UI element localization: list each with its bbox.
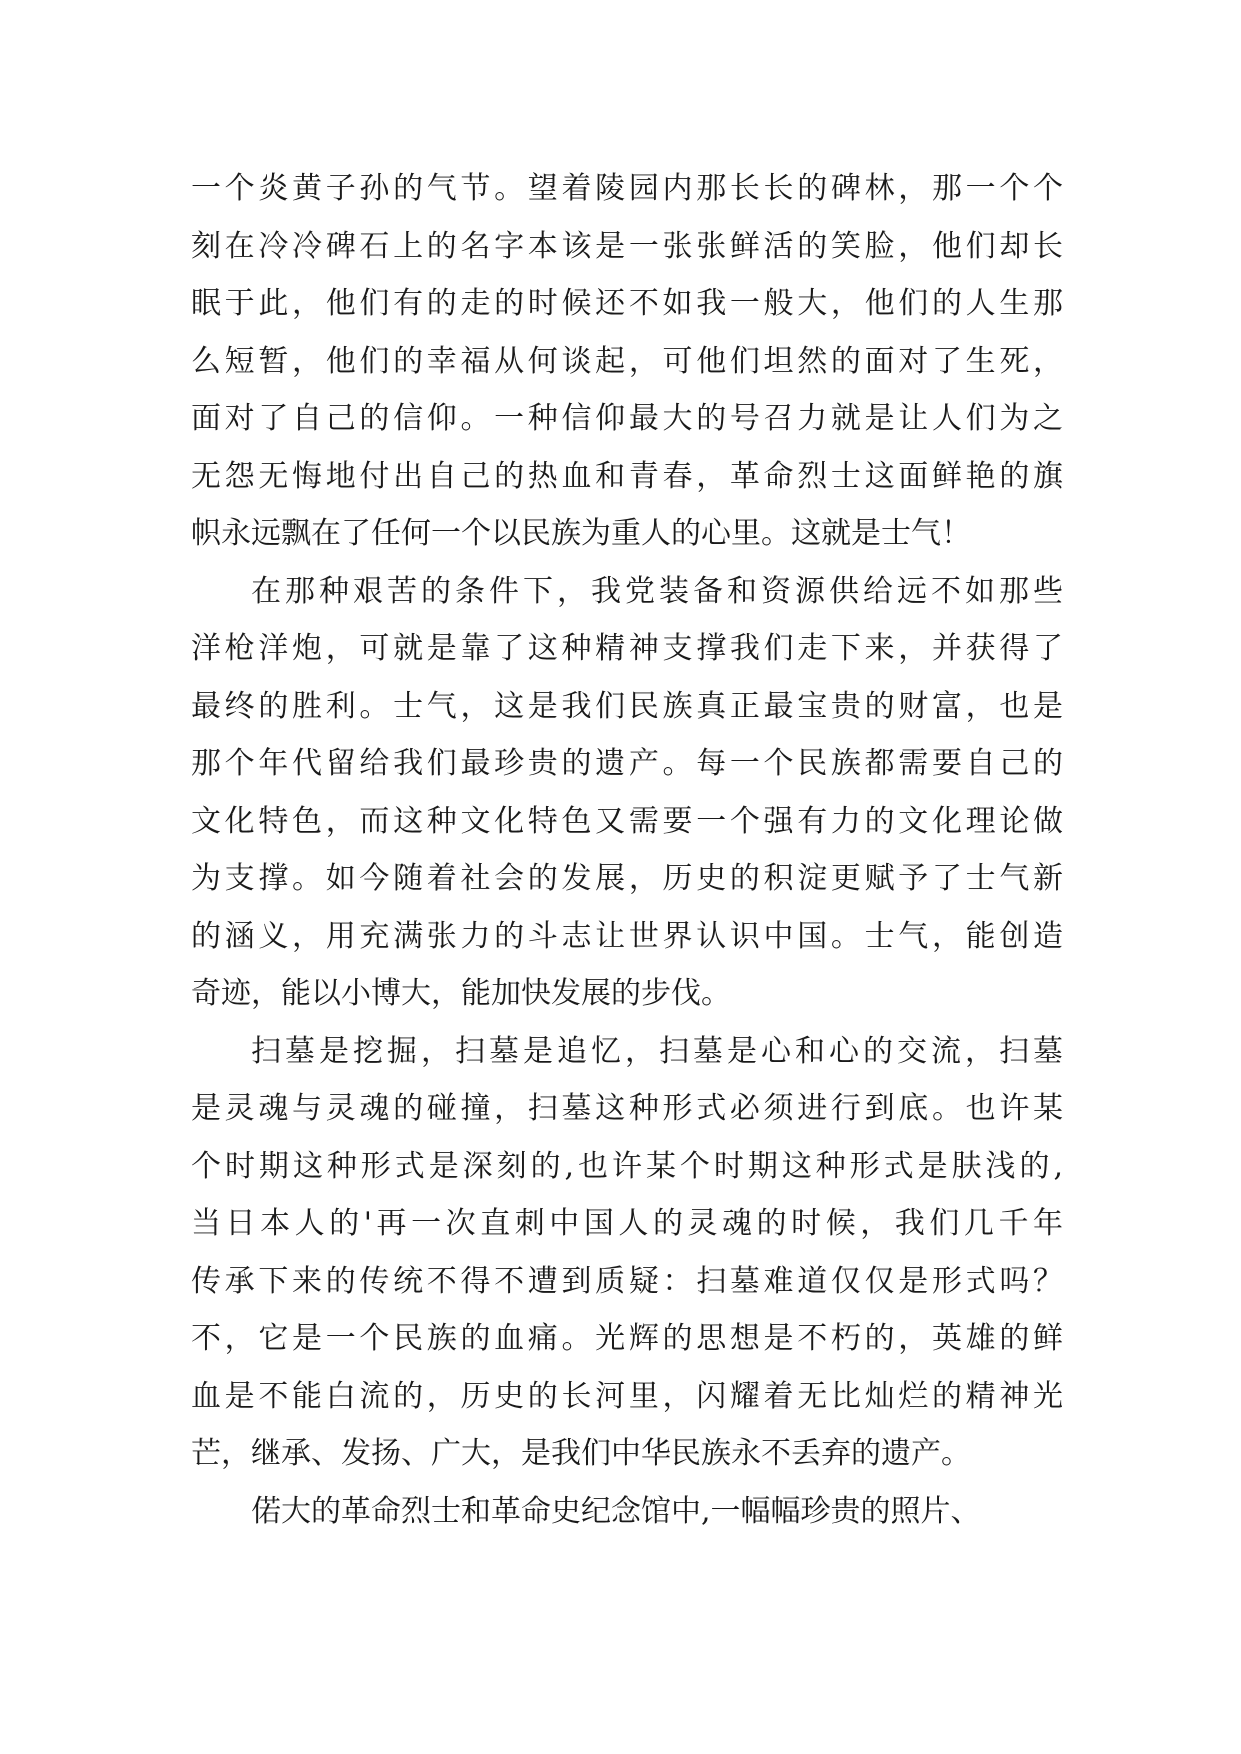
text-line: 个时期这种形式是深刻的,也许某个时期这种形式是肤浅的, bbox=[191, 1148, 1063, 1184]
text-line: 那个年代留给我们最珍贵的遗产。每一个民族都需要自己的 bbox=[191, 746, 1063, 781]
text-line: 不，它是一个民族的血痛。光辉的思想是不朽的，英雄的鲜 bbox=[191, 1321, 1063, 1356]
body-text bbox=[191, 160, 1063, 1540]
text-line: 当日本人的'再一次直刺中国人的灵魂的时候，我们几千年 bbox=[191, 1206, 1063, 1241]
text-line: 最终的胜利。士气，这是我们民族真正最宝贵的财富，也是 bbox=[191, 688, 1063, 724]
text-line: 血是不能白流的，历史的长河里，闪耀着无比灿烂的精神光 bbox=[191, 1378, 1063, 1414]
text-line: 一个炎黄子孙的气节。望着陵园内那长长的碑林，那一个个 bbox=[191, 171, 1063, 206]
text-line: 奇迹，能以小博大，能加快发展的步伐。 bbox=[191, 976, 731, 1011]
text-line: 么短暂，他们的幸福从何谈起，可他们坦然的面对了生死， bbox=[191, 343, 1063, 379]
text-line: 传承下来的传统不得不遭到质疑：扫墓难道仅仅是形式吗？ bbox=[191, 1263, 1063, 1299]
text-line: 扫墓是挖掘，扫墓是追忆，扫墓是心和心的交流，扫墓 bbox=[251, 1033, 1063, 1069]
text-line: 帜永远飘在了任何一个以民族为重人的心里。这就是士气！ bbox=[191, 516, 971, 551]
text-line: 无怨无悔地付出自己的热血和青春，革命烈士这面鲜艳的旗 bbox=[191, 458, 1063, 494]
text-line: 刻在冷冷碑石上的名字本该是一张张鲜活的笑脸，他们却长 bbox=[191, 228, 1063, 264]
text-line: 文化特色，而这种文化特色又需要一个强有力的文化理论做 bbox=[191, 803, 1063, 839]
text-line: 面对了自己的信仰。一种信仰最大的号召力就是让人们为之 bbox=[191, 401, 1063, 436]
text-line: 偌大的革命烈士和革命史纪念馆中,一幅幅珍贵的照片、 bbox=[251, 1493, 981, 1529]
text-line: 眠于此，他们有的走的时候还不如我一般大，他们的人生那 bbox=[191, 286, 1063, 321]
text-line: 在那种艰苦的条件下，我党装备和资源供给远不如那些 bbox=[251, 573, 1063, 609]
text-line: 芒，继承、发扬、广大，是我们中华民族永不丢弃的遗产。 bbox=[191, 1436, 971, 1471]
text-line: 为支撑。如今随着社会的发展，历史的积淀更赋予了士气新 bbox=[191, 861, 1063, 896]
text-line: 洋枪洋炮，可就是靠了这种精神支撑我们走下来，并获得了 bbox=[191, 631, 1063, 666]
text-line: 的涵义，用充满张力的斗志让世界认识中国。士气，能创造 bbox=[191, 918, 1063, 954]
text-line: 是灵魂与灵魂的碰撞，扫墓这种形式必须进行到底。也许某 bbox=[191, 1091, 1063, 1126]
